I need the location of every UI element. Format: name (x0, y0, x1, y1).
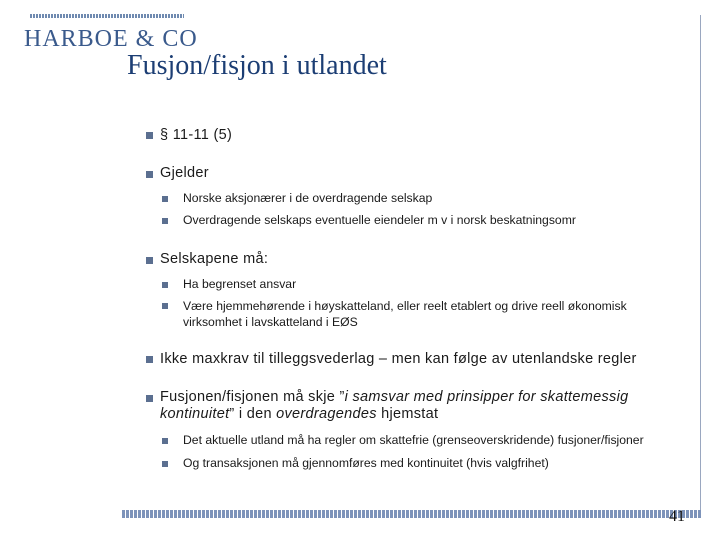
sub-bullet-icon (162, 438, 168, 444)
sub-bullet-text-3b-line2: virksomhet i lavskatteland i EØS (183, 315, 358, 329)
bullet-text-3: Selskapene må: (160, 251, 269, 267)
bullet-text-2: Gjelder (160, 165, 209, 181)
bullet-text-5-pre: Fusjonen/fisjonen må skje ” (160, 389, 345, 405)
bullet-icon (146, 356, 153, 363)
bullet-text-5-line1 (160, 389, 628, 406)
bullet-text-1: § 11-11 (5) (160, 127, 233, 143)
sub-bullet-text-2b: Overdragende selskaps eventuelle eiendeler m v i norsk beskatningsomr (183, 213, 576, 227)
bullet-text-5-line2 (160, 406, 438, 423)
sub-bullet-text-2a: Norske aksjonærer i de overdragende selskap (183, 191, 433, 205)
bullet-text-5-mid: ” i den (229, 406, 277, 422)
bullet-text-5-post: hjemstat (376, 406, 439, 422)
sub-bullet-text-3b-line1: Være hjemmehørende i høyskatteland, eller reelt etablert og drive reell økonomisk (183, 299, 627, 313)
bullet-icon (146, 257, 153, 264)
slide-title: Fusjon/fisjon i utlandet (127, 50, 387, 81)
right-border-line (700, 15, 701, 513)
bullet-text-5-emphasis-1: i samsvar med prinsipper for skattemessig (344, 389, 629, 405)
bullet-icon (146, 171, 153, 178)
bullet-icon (146, 132, 153, 139)
sub-bullet-icon (162, 282, 168, 288)
bullet-icon (146, 395, 153, 402)
sub-bullet-icon (162, 196, 168, 202)
sub-bullet-icon (162, 303, 168, 309)
sub-bullet-icon (162, 461, 168, 467)
bullet-text-5-emphasis-2: kontinuitet (160, 406, 230, 422)
header-decorative-bar (30, 14, 184, 18)
page-number: 41 (669, 508, 685, 525)
bullet-text-5-emphasis-3: overdragendes (276, 406, 377, 422)
sub-bullet-text-3a: Ha begrenset ansvar (183, 277, 297, 291)
footer-decorative-bar (122, 510, 702, 518)
sub-bullet-text-5a: Det aktuelle utland må ha regler om skattefrie (grenseoverskridende) fusjoner/fisjoner (183, 433, 644, 447)
sub-bullet-text-5b: Og transaksjonen må gjennomføres med kontinuitet (hvis valgfrihet) (183, 456, 549, 470)
company-logo: HARBOE & CO (24, 26, 198, 52)
bullet-text-4: Ikke maxkrav til tilleggsvederlag – men kan følge av utenlandske regler (160, 351, 637, 367)
sub-bullet-icon (162, 218, 168, 224)
